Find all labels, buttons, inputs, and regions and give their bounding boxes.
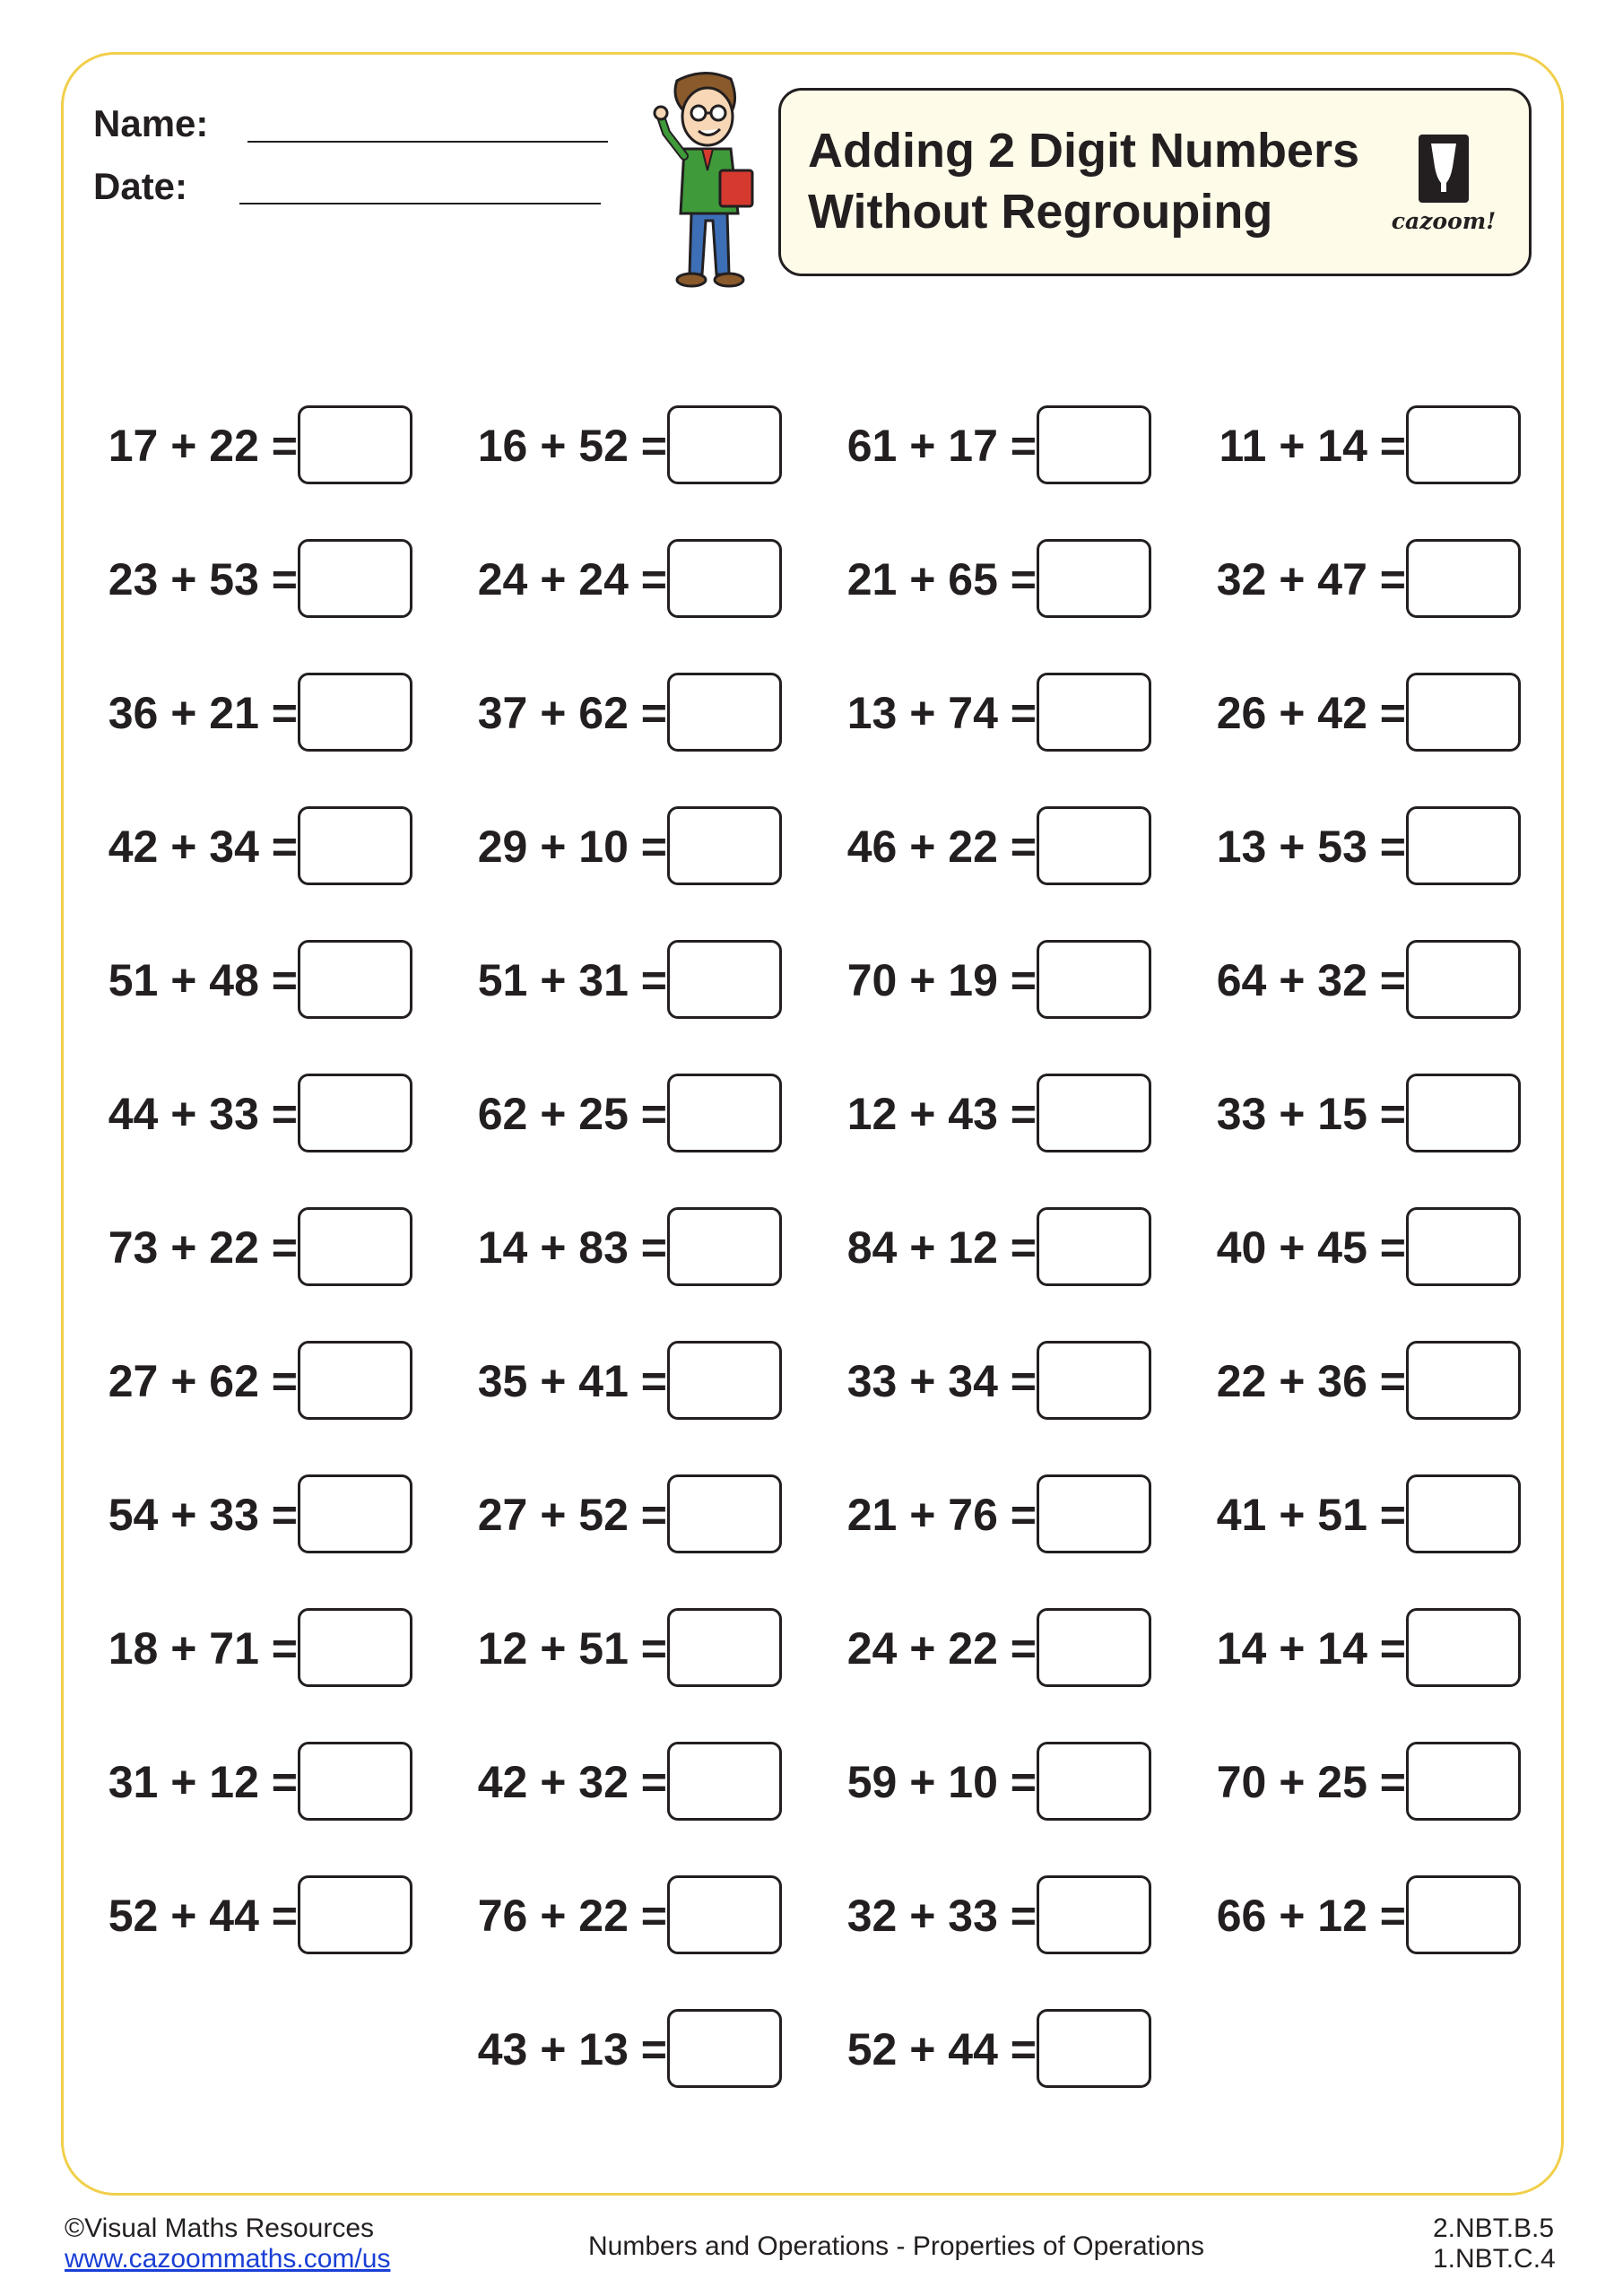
answer-box[interactable] [667, 1608, 782, 1687]
problem-equation: 12 + 43 = [846, 1089, 1037, 1139]
problem-item [1182, 1341, 1523, 1422]
problem-item [812, 806, 1153, 887]
problem-item [812, 1742, 1153, 1822]
problem-equation: 42 + 32 = [477, 1757, 667, 1807]
problem-equation: 54 + 33 = [108, 1490, 298, 1540]
answer-box[interactable] [298, 673, 412, 752]
problem-item [812, 539, 1153, 620]
problem-item [74, 940, 414, 1021]
footer-standard-2: 1.NBT.C.4 [1433, 2244, 1556, 2274]
problem-equation: 13 + 74 = [846, 688, 1037, 738]
answer-box[interactable] [1406, 1207, 1521, 1286]
problem-item [443, 2009, 784, 2090]
answer-box[interactable] [1406, 1474, 1521, 1553]
answer-box[interactable] [1037, 673, 1151, 752]
problem-item [74, 539, 414, 620]
title-line-1: Adding 2 Digit Numbers [808, 124, 1360, 178]
problem-equation: 24 + 24 = [477, 554, 667, 604]
problem-item [812, 1474, 1153, 1555]
problem-item [1182, 1474, 1523, 1555]
answer-box[interactable] [667, 405, 782, 484]
problem-item [74, 1074, 414, 1154]
problem-equation: 29 + 10 = [477, 822, 667, 872]
problem-item [1182, 1875, 1523, 1956]
problem-equation: 76 + 22 = [477, 1891, 667, 1941]
answer-box[interactable] [1037, 2009, 1151, 2088]
problem-equation: 18 + 71 = [108, 1623, 298, 1674]
problem-equation: 17 + 22 = [108, 421, 298, 471]
problem-item [1182, 539, 1523, 620]
footer-topic: Numbers and Operations - Properties of Operations [588, 2231, 1204, 2261]
answer-box[interactable] [298, 806, 412, 885]
answer-box[interactable] [667, 940, 782, 1019]
footer-standard-1: 2.NBT.B.5 [1433, 2213, 1555, 2243]
problem-equation: 33 + 34 = [846, 1356, 1037, 1406]
problem-item [74, 1608, 414, 1689]
problem-item [443, 1608, 784, 1689]
problem-item [812, 405, 1153, 486]
problem-equation: 51 + 48 = [108, 955, 298, 1005]
problem-equation: 27 + 52 = [477, 1490, 667, 1540]
problem-item [1182, 1074, 1523, 1154]
problem-equation: 23 + 53 = [108, 554, 298, 604]
problem-item [1182, 1608, 1523, 1689]
date-label: Date: [93, 165, 188, 207]
answer-box[interactable] [1406, 1074, 1521, 1152]
problem-equation: 61 + 17 = [846, 421, 1037, 471]
answer-box[interactable] [667, 1207, 782, 1286]
logo-text: cazoom! [1391, 208, 1497, 234]
problem-equation: 26 + 42 = [1216, 688, 1406, 738]
footer-copyright: ©Visual Maths Resources [65, 2213, 375, 2243]
problem-equation: 62 + 25 = [477, 1089, 667, 1139]
problem-equation: 43 + 13 = [477, 2024, 667, 2074]
problem-item [443, 673, 784, 753]
problem-item [1182, 673, 1523, 753]
problem-equation: 24 + 22 = [846, 1623, 1037, 1674]
problem-equation: 51 + 31 = [477, 955, 667, 1005]
problem-item [1182, 806, 1523, 887]
problem-equation: 70 + 25 = [1216, 1757, 1406, 1807]
answer-box[interactable] [667, 1341, 782, 1420]
answer-box[interactable] [1406, 1608, 1521, 1687]
answer-box[interactable] [298, 1074, 412, 1152]
answer-box[interactable] [667, 539, 782, 618]
answer-box[interactable] [1406, 539, 1521, 618]
answer-box[interactable] [1406, 1742, 1521, 1821]
problem-equation: 64 + 32 = [1216, 955, 1406, 1005]
problem-item [74, 1742, 414, 1822]
footer-website-link[interactable]: www.cazoommaths.com/us [65, 2244, 391, 2274]
problem-equation: 35 + 41 = [477, 1356, 667, 1406]
problem-item [443, 539, 784, 620]
answer-box[interactable] [667, 806, 782, 885]
answer-box[interactable] [1406, 405, 1521, 484]
answer-box[interactable] [1037, 539, 1151, 618]
answer-box[interactable] [1037, 1608, 1151, 1687]
problem-equation: 12 + 51 = [477, 1623, 667, 1674]
problem-equation: 42 + 34 = [108, 822, 298, 872]
answer-box[interactable] [298, 1608, 412, 1687]
problem-equation: 37 + 62 = [477, 688, 667, 738]
problem-equation: 14 + 14 = [1216, 1623, 1406, 1674]
problem-equation: 73 + 22 = [108, 1222, 298, 1273]
name-label: Name: [93, 102, 209, 144]
answer-box[interactable] [1037, 1074, 1151, 1152]
problem-item [74, 1474, 414, 1555]
problem-equation: 40 + 45 = [1216, 1222, 1406, 1273]
answer-box[interactable] [1037, 940, 1151, 1019]
problem-equation: 46 + 22 = [846, 822, 1037, 872]
problem-item [74, 1207, 414, 1288]
answer-box[interactable] [1406, 940, 1521, 1019]
answer-box[interactable] [1406, 673, 1521, 752]
answer-box[interactable] [298, 539, 412, 618]
problem-equation: 59 + 10 = [846, 1757, 1037, 1807]
problem-equation: 44 + 33 = [108, 1089, 298, 1139]
problem-item [812, 1074, 1153, 1154]
problem-item [812, 2009, 1153, 2090]
problem-equation: 13 + 53 = [1216, 822, 1406, 872]
problem-item [1182, 405, 1523, 486]
answer-box[interactable] [298, 1207, 412, 1286]
answer-box[interactable] [1037, 1474, 1151, 1553]
problem-item [812, 1608, 1153, 1689]
answer-box[interactable] [667, 1875, 782, 1954]
problem-item [443, 1207, 784, 1288]
problem-item [443, 806, 784, 887]
answer-box[interactable] [298, 1875, 412, 1954]
problem-item [443, 1074, 784, 1154]
answer-box[interactable] [1406, 1875, 1521, 1954]
answer-box[interactable] [1037, 1875, 1151, 1954]
problem-equation: 52 + 44 = [846, 2024, 1037, 2074]
problem-item [74, 1341, 414, 1422]
problem-item [812, 673, 1153, 753]
problem-item [812, 1875, 1153, 1956]
problem-item [812, 1207, 1153, 1288]
problem-equation: 31 + 12 = [108, 1757, 298, 1807]
problem-item [74, 806, 414, 887]
problem-item [1182, 1207, 1523, 1288]
answer-box[interactable] [1037, 1742, 1151, 1821]
problem-equation: 21 + 76 = [846, 1490, 1037, 1540]
problem-item [812, 940, 1153, 1021]
problem-equation: 27 + 62 = [108, 1356, 298, 1406]
problem-item [443, 405, 784, 486]
answer-box[interactable] [667, 1742, 782, 1821]
answer-box[interactable] [298, 940, 412, 1019]
problem-equation: 66 + 12 = [1216, 1891, 1406, 1941]
problem-equation: 14 + 83 = [477, 1222, 667, 1273]
answer-box[interactable] [667, 673, 782, 752]
answer-box[interactable] [667, 2009, 782, 2088]
answer-box[interactable] [1037, 1207, 1151, 1286]
answer-box[interactable] [1406, 1341, 1521, 1420]
problem-equation: 84 + 12 = [846, 1222, 1037, 1273]
problem-item [74, 673, 414, 753]
problem-equation: 41 + 51 = [1216, 1490, 1406, 1540]
problem-item [443, 1474, 784, 1555]
problem-item [443, 940, 784, 1021]
problem-equation: 32 + 47 = [1216, 554, 1406, 604]
answer-box[interactable] [667, 1074, 782, 1152]
problem-equation: 32 + 33 = [846, 1891, 1037, 1941]
problem-equation: 33 + 15 = [1216, 1089, 1406, 1139]
problem-equation: 36 + 21 = [108, 688, 298, 738]
answer-box[interactable] [298, 405, 412, 484]
answer-box[interactable] [1037, 405, 1151, 484]
problem-equation: 21 + 65 = [846, 554, 1037, 604]
problem-equation: 16 + 52 = [477, 421, 667, 471]
title-line-2: Without Regrouping [808, 185, 1273, 239]
problem-item [443, 1875, 784, 1956]
problem-equation: 11 + 14 = [1219, 421, 1406, 471]
answer-box[interactable] [298, 1742, 412, 1821]
problem-item [443, 1742, 784, 1822]
problem-item [812, 1341, 1153, 1422]
problem-equation: 52 + 44 = [108, 1891, 298, 1941]
problem-item [1182, 940, 1523, 1021]
answer-box[interactable] [1406, 806, 1521, 885]
problem-item [74, 1875, 414, 1956]
problem-item [1182, 1742, 1523, 1822]
problem-equation: 22 + 36 = [1216, 1356, 1406, 1406]
problem-item [443, 1341, 784, 1422]
answer-box[interactable] [298, 1341, 412, 1420]
problem-equation: 70 + 19 = [846, 955, 1037, 1005]
answer-box[interactable] [667, 1474, 782, 1553]
answer-box[interactable] [1037, 806, 1151, 885]
problem-item [74, 405, 414, 486]
answer-box[interactable] [1037, 1341, 1151, 1420]
answer-box[interactable] [298, 1474, 412, 1553]
